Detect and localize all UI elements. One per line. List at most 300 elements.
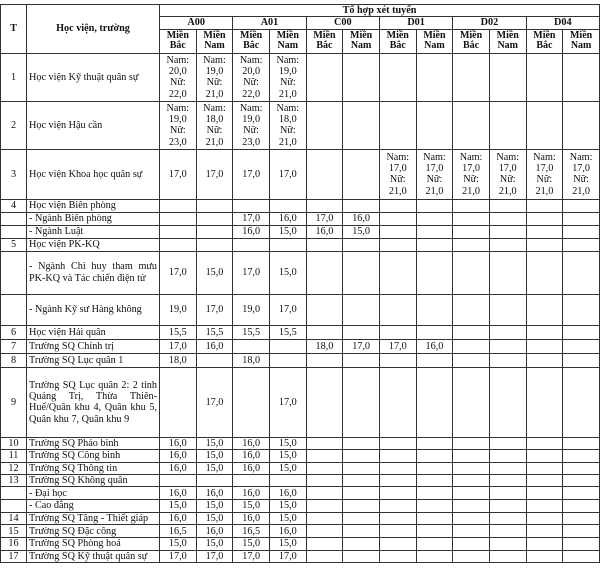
score-cell: 17,0 — [233, 212, 270, 225]
score-cell — [563, 462, 600, 474]
school-name: Học viện Biên phòng — [27, 199, 160, 212]
score-cell — [526, 199, 563, 212]
row-number: 3 — [1, 149, 27, 199]
score-cell — [196, 225, 233, 238]
row-number: 13 — [1, 475, 27, 487]
header-combo-a01: A01 — [233, 17, 306, 29]
header-combo-c00: C00 — [306, 17, 379, 29]
score-cell — [306, 550, 343, 562]
header-combo-a00: A00 — [160, 17, 233, 29]
row-number: 9 — [1, 367, 27, 437]
score-cell — [343, 251, 380, 294]
score-cell — [416, 525, 453, 538]
header-region-south: Miền Nam — [416, 29, 453, 53]
score-cell — [453, 538, 490, 550]
score-cell: 15,0 — [160, 538, 197, 550]
score-cell — [489, 212, 526, 225]
score-cell — [416, 101, 453, 149]
school-name: Trường SQ Thông tin — [27, 462, 160, 474]
score-cell — [379, 437, 416, 449]
score-cell — [526, 101, 563, 149]
score-cell: 17,0 — [160, 339, 197, 353]
school-name: Trường SQ Đặc công — [27, 525, 160, 538]
score-cell — [343, 199, 380, 212]
score-cell — [379, 525, 416, 538]
table-row — [1, 149, 600, 199]
score-cell — [379, 294, 416, 325]
score-cell — [453, 367, 490, 437]
score-cell — [306, 199, 343, 212]
score-cell — [343, 538, 380, 550]
row-number — [1, 294, 27, 325]
score-cell — [379, 53, 416, 101]
table-row — [1, 367, 600, 437]
score-cell — [563, 251, 600, 294]
score-cell: 15,5 — [160, 325, 197, 339]
score-cell — [306, 353, 343, 367]
score-cell — [526, 437, 563, 449]
row-number — [1, 225, 27, 238]
header-region-north: Miền Bắc — [160, 29, 197, 53]
score-cell — [306, 450, 343, 462]
score-cell: 17,0 — [233, 550, 270, 562]
table-row — [1, 500, 600, 512]
header-region-south: Miền Nam — [269, 29, 306, 53]
score-cell: 17,0 — [196, 294, 233, 325]
score-cell: 16,0 — [269, 212, 306, 225]
score-cell — [563, 353, 600, 367]
score-cell — [269, 339, 306, 353]
table-row — [1, 294, 600, 325]
header-combo-d01: D01 — [379, 17, 452, 29]
score-cell: 15,0 — [196, 251, 233, 294]
score-cell — [343, 500, 380, 512]
score-cell — [379, 251, 416, 294]
table-header — [1, 5, 600, 54]
table-row — [1, 437, 600, 449]
score-cell — [196, 212, 233, 225]
score-cell: 17,0 — [379, 339, 416, 353]
score-cell — [379, 199, 416, 212]
score-cell — [563, 238, 600, 251]
row-number: 1 — [1, 53, 27, 101]
score-cell — [343, 475, 380, 487]
school-name: Học viện Kỹ thuật quân sự — [27, 53, 160, 101]
score-cell — [526, 462, 563, 474]
score-cell: 15,0 — [196, 450, 233, 462]
score-cell — [526, 487, 563, 500]
school-name: Trường SQ Công binh — [27, 450, 160, 462]
score-cell — [489, 294, 526, 325]
score-cell: 16,0 — [233, 512, 270, 524]
score-cell — [526, 367, 563, 437]
score-cell — [233, 475, 270, 487]
score-cell: 15,0 — [269, 500, 306, 512]
score-cell — [453, 294, 490, 325]
header-region-north: Miền Bắc — [453, 29, 490, 53]
score-cell: Nam: 20,0 Nữ: 22,0 — [160, 53, 197, 101]
score-cell: 15,0 — [196, 437, 233, 449]
header-region-south: Miền Nam — [196, 29, 233, 53]
score-cell — [453, 353, 490, 367]
score-cell — [379, 238, 416, 251]
score-cell — [269, 238, 306, 251]
score-cell — [563, 53, 600, 101]
score-cell — [416, 475, 453, 487]
score-cell — [416, 294, 453, 325]
score-cell — [306, 475, 343, 487]
score-cell — [160, 199, 197, 212]
row-number: 14 — [1, 512, 27, 524]
score-cell — [233, 238, 270, 251]
score-cell — [453, 475, 490, 487]
table-row — [1, 550, 600, 562]
score-cell: 17,0 — [269, 294, 306, 325]
score-cell — [453, 437, 490, 449]
row-number — [1, 500, 27, 512]
header-row-group — [1, 5, 600, 17]
header-combo-d04: D04 — [526, 17, 599, 29]
score-cell — [196, 353, 233, 367]
score-cell: 16,0 — [160, 437, 197, 449]
score-cell: 15,5 — [233, 325, 270, 339]
score-cell — [489, 462, 526, 474]
score-cell — [343, 294, 380, 325]
score-cell — [563, 325, 600, 339]
score-cell — [343, 325, 380, 339]
school-name: Trường SQ Phòng hoá — [27, 538, 160, 550]
score-cell: 17,0 — [233, 149, 270, 199]
score-cell — [453, 53, 490, 101]
score-cell: 18,0 — [306, 339, 343, 353]
score-cell — [379, 512, 416, 524]
score-cell: 15,5 — [269, 325, 306, 339]
score-cell: Nam: 19,0 Nữ: 21,0 — [196, 53, 233, 101]
score-cell — [306, 149, 343, 199]
table-row — [1, 450, 600, 462]
school-name: Học viện Khoa học quân sự — [27, 149, 160, 199]
score-cell: 16,0 — [269, 487, 306, 500]
header-region-north: Miền Bắc — [306, 29, 343, 53]
table-row — [1, 238, 600, 251]
score-cell: 17,0 — [306, 212, 343, 225]
score-cell — [526, 525, 563, 538]
score-cell — [489, 225, 526, 238]
score-cell: Nam: 18,0 Nữ: 21,0 — [196, 101, 233, 149]
score-cell — [196, 199, 233, 212]
score-cell — [563, 550, 600, 562]
score-cell — [379, 500, 416, 512]
score-cell — [489, 512, 526, 524]
row-number: 7 — [1, 339, 27, 353]
score-cell — [489, 500, 526, 512]
score-cell: Nam: 17,0 Nữ: 21,0 — [489, 149, 526, 199]
school-name: Trường SQ Kỹ thuật quân sự — [27, 550, 160, 562]
table-row — [1, 538, 600, 550]
score-cell — [269, 199, 306, 212]
score-cell — [379, 462, 416, 474]
score-cell: 15,0 — [196, 538, 233, 550]
score-cell — [453, 512, 490, 524]
score-cell — [269, 475, 306, 487]
score-cell — [453, 325, 490, 339]
score-cell — [453, 462, 490, 474]
score-cell — [563, 101, 600, 149]
score-cell — [526, 212, 563, 225]
score-cell: Nam: 17,0 Nữ: 21,0 — [453, 149, 490, 199]
score-cell — [343, 353, 380, 367]
score-cell — [379, 101, 416, 149]
score-cell: 16,0 — [233, 487, 270, 500]
table-row — [1, 462, 600, 474]
score-cell — [306, 500, 343, 512]
header-region-south: Miền Nam — [343, 29, 380, 53]
score-cell — [160, 225, 197, 238]
score-cell — [306, 487, 343, 500]
score-cell: 15,0 — [233, 538, 270, 550]
row-number: 17 — [1, 550, 27, 562]
table-row — [1, 353, 600, 367]
score-cell: 15,0 — [269, 437, 306, 449]
score-cell — [343, 525, 380, 538]
score-cell: Nam: 17,0 Nữ: 21,0 — [563, 149, 600, 199]
header-school: Học viện, trường — [27, 5, 160, 54]
table-body — [1, 53, 600, 562]
score-cell: 16,0 — [306, 225, 343, 238]
score-cell — [563, 367, 600, 437]
score-cell: 17,0 — [196, 367, 233, 437]
row-number: 10 — [1, 437, 27, 449]
score-cell — [343, 437, 380, 449]
row-number: 12 — [1, 462, 27, 474]
score-cell — [416, 212, 453, 225]
school-name: Học viện Hải quân — [27, 325, 160, 339]
score-cell — [416, 367, 453, 437]
row-number: 4 — [1, 199, 27, 212]
score-cell: 15,0 — [196, 512, 233, 524]
table-row — [1, 339, 600, 353]
score-cell: 15,0 — [160, 500, 197, 512]
header-region-north: Miền Bắc — [233, 29, 270, 53]
score-cell: 17,0 — [269, 367, 306, 437]
score-cell: 15,0 — [343, 225, 380, 238]
score-cell — [489, 450, 526, 462]
score-cell — [343, 550, 380, 562]
table-row — [1, 225, 600, 238]
score-cell — [416, 325, 453, 339]
score-cell — [379, 353, 416, 367]
score-cell — [489, 101, 526, 149]
score-cell — [526, 500, 563, 512]
score-cell — [233, 367, 270, 437]
score-cell — [489, 353, 526, 367]
score-cell — [563, 500, 600, 512]
score-cell — [306, 53, 343, 101]
score-cell — [343, 367, 380, 437]
score-cell — [563, 199, 600, 212]
score-cell — [416, 538, 453, 550]
score-cell — [379, 225, 416, 238]
score-cell: 15,5 — [196, 325, 233, 339]
score-cell — [563, 212, 600, 225]
score-cell — [489, 339, 526, 353]
score-cell: 19,0 — [160, 294, 197, 325]
score-cell — [526, 512, 563, 524]
score-cell — [526, 225, 563, 238]
score-cell — [489, 525, 526, 538]
row-number: 16 — [1, 538, 27, 550]
score-cell — [306, 294, 343, 325]
row-number: 2 — [1, 101, 27, 149]
score-cell — [489, 475, 526, 487]
score-cell — [526, 339, 563, 353]
table-row — [1, 475, 600, 487]
score-cell — [160, 212, 197, 225]
score-cell: 17,0 — [160, 550, 197, 562]
score-cell — [416, 251, 453, 294]
score-cell — [416, 512, 453, 524]
score-cell — [379, 212, 416, 225]
score-cell: 17,0 — [343, 339, 380, 353]
score-cell: Nam: 17,0 Nữ: 21,0 — [416, 149, 453, 199]
score-cell: 15,0 — [269, 251, 306, 294]
score-cell — [416, 500, 453, 512]
score-cell — [416, 53, 453, 101]
score-cell — [489, 53, 526, 101]
table-row — [1, 512, 600, 524]
score-cell — [453, 251, 490, 294]
table-row — [1, 212, 600, 225]
score-cell: 18,0 — [160, 353, 197, 367]
score-cell — [306, 101, 343, 149]
score-cell — [233, 199, 270, 212]
score-cell: 16,0 — [160, 512, 197, 524]
score-cell — [306, 251, 343, 294]
score-cell — [489, 238, 526, 251]
score-cell — [343, 101, 380, 149]
score-cell: 16,0 — [196, 339, 233, 353]
score-cell: 16,0 — [160, 450, 197, 462]
school-name: - Ngành Chỉ huy tham mưu PK-KQ và Tác chiến điện tử — [27, 251, 160, 294]
score-cell — [489, 367, 526, 437]
score-cell — [306, 462, 343, 474]
score-cell — [416, 450, 453, 462]
score-cell: 15,0 — [269, 462, 306, 474]
score-cell — [526, 450, 563, 462]
score-cell — [453, 199, 490, 212]
score-cell — [489, 199, 526, 212]
header-t: T — [1, 5, 27, 54]
score-cell — [453, 500, 490, 512]
score-cell — [526, 538, 563, 550]
table-row — [1, 251, 600, 294]
score-cell — [453, 225, 490, 238]
row-number: 6 — [1, 325, 27, 339]
score-cell — [563, 339, 600, 353]
score-cell — [343, 512, 380, 524]
score-cell: 16,0 — [233, 437, 270, 449]
score-cell: 15,0 — [269, 225, 306, 238]
score-cell — [526, 251, 563, 294]
score-cell — [416, 487, 453, 500]
score-cell: 16,0 — [233, 462, 270, 474]
score-cell: Nam: 18,0 Nữ: 21,0 — [269, 101, 306, 149]
score-cell — [416, 199, 453, 212]
score-cell — [196, 238, 233, 251]
score-cell — [416, 353, 453, 367]
score-cell — [379, 550, 416, 562]
score-cell — [489, 437, 526, 449]
score-cell: 15,0 — [269, 450, 306, 462]
row-number — [1, 251, 27, 294]
score-cell: 19,0 — [233, 294, 270, 325]
score-cell — [306, 238, 343, 251]
score-cell — [489, 550, 526, 562]
score-cell — [343, 53, 380, 101]
score-cell — [489, 325, 526, 339]
score-cell — [563, 294, 600, 325]
score-cell — [489, 538, 526, 550]
score-cell — [526, 325, 563, 339]
score-cell: 16,0 — [196, 525, 233, 538]
header-region-south: Miền Nam — [563, 29, 600, 53]
score-cell: Nam: 19,0 Nữ: 21,0 — [269, 53, 306, 101]
header-region-north: Miền Bắc — [526, 29, 563, 53]
header-combo-group: Tổ hợp xét tuyển — [160, 5, 600, 17]
score-cell: 16,0 — [233, 225, 270, 238]
score-cell: 15,0 — [196, 462, 233, 474]
school-name: Trường SQ Không quân — [27, 475, 160, 487]
score-cell — [526, 294, 563, 325]
score-cell — [196, 475, 233, 487]
score-cell — [453, 101, 490, 149]
school-name: Trường SQ Lục quân 1 — [27, 353, 160, 367]
score-cell — [416, 437, 453, 449]
score-cell: Nam: 17,0 Nữ: 21,0 — [379, 149, 416, 199]
school-name: Trường SQ Pháo binh — [27, 437, 160, 449]
score-cell — [453, 487, 490, 500]
table-row — [1, 487, 600, 500]
score-cell — [343, 149, 380, 199]
score-cell — [379, 325, 416, 339]
score-cell — [160, 238, 197, 251]
score-cell — [526, 238, 563, 251]
score-cell: 17,0 — [269, 149, 306, 199]
admission-score-table — [0, 4, 600, 563]
school-name: Trường SQ Lục quân 2: 2 tỉnh Quảng Trị, Thừa Thiên-Huế/Quân khu 4, Quân khu 5, Quân khu 7, Quân khu 9 — [27, 367, 160, 437]
score-cell: Nam: 19,0 Nữ: 23,0 — [233, 101, 270, 149]
score-cell — [526, 475, 563, 487]
score-cell — [489, 251, 526, 294]
table-row — [1, 325, 600, 339]
table-row — [1, 101, 600, 149]
score-cell — [343, 462, 380, 474]
row-number: 8 — [1, 353, 27, 367]
score-cell — [306, 437, 343, 449]
school-name: Trường SQ Tăng - Thiết giáp — [27, 512, 160, 524]
score-cell — [453, 550, 490, 562]
score-cell — [453, 212, 490, 225]
score-cell — [160, 367, 197, 437]
score-cell — [563, 450, 600, 462]
score-cell: 15,0 — [269, 538, 306, 550]
score-cell: Nam: 20,0 Nữ: 22,0 — [233, 53, 270, 101]
score-cell — [160, 475, 197, 487]
score-cell — [343, 238, 380, 251]
score-cell — [563, 225, 600, 238]
score-cell — [489, 487, 526, 500]
score-cell: Nam: 19,0 Nữ: 23,0 — [160, 101, 197, 149]
